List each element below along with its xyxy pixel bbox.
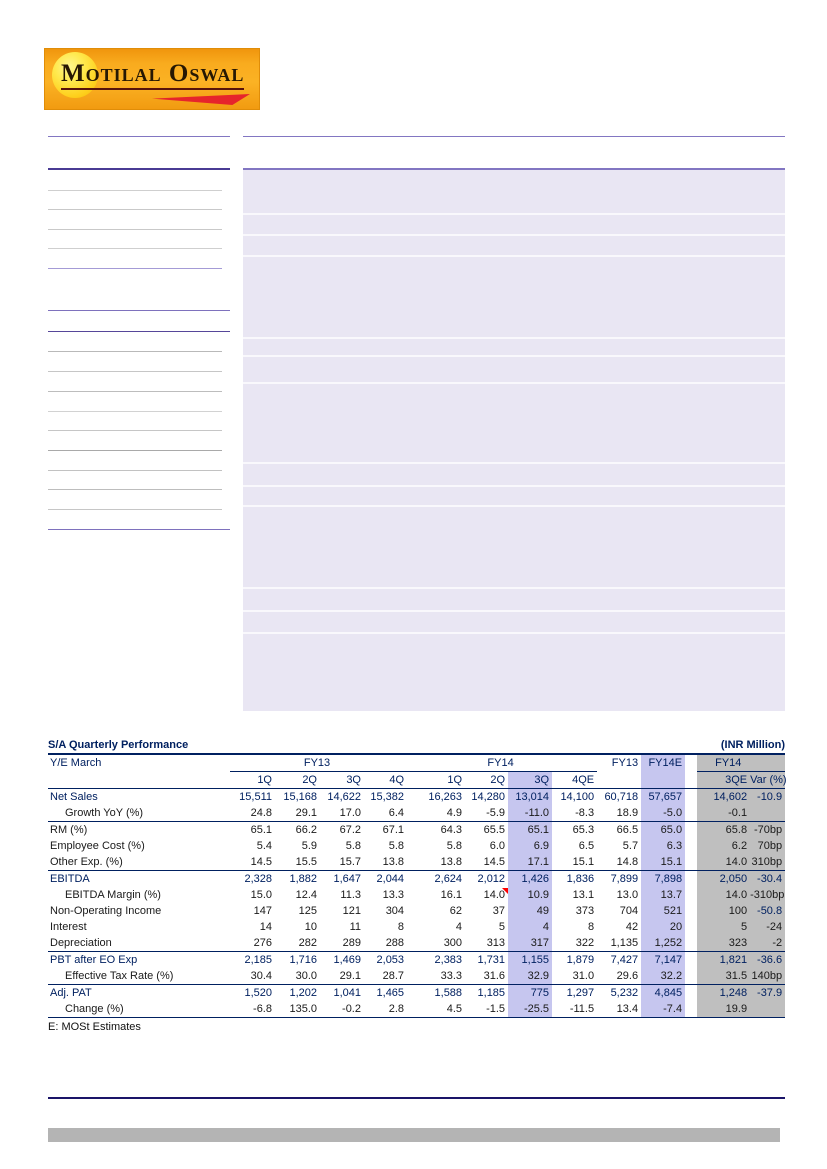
- rule-line: [243, 136, 785, 137]
- table-cell: 1,716: [289, 954, 317, 966]
- table-cell: 66.5: [616, 824, 639, 836]
- table-cell: 14.5: [230, 854, 275, 871]
- table-cell: 14.5: [465, 854, 508, 871]
- subheader: 3Q: [320, 772, 364, 789]
- table-cell: 5.7: [622, 840, 639, 852]
- spacer: [685, 952, 697, 969]
- table-cell: 24.8: [230, 805, 275, 822]
- rule-line: [48, 391, 222, 392]
- row-label: EBITDA: [50, 873, 90, 885]
- table-cell: 15,511: [239, 791, 272, 803]
- table-row: [48, 789, 785, 806]
- table-cell: 2.8: [364, 1001, 407, 1018]
- table-cell: 66.2: [295, 824, 317, 836]
- table-cell: 1,426: [508, 871, 552, 888]
- row-label: RM (%): [50, 824, 88, 836]
- table-cell: 1,248: [697, 985, 750, 1002]
- table-cell: 8: [397, 921, 405, 933]
- table-cell: 31.0: [552, 968, 597, 985]
- table-cell: 30.4: [230, 968, 275, 985]
- row-label: Non-Operating Income: [50, 905, 162, 917]
- rule-line: [48, 136, 230, 137]
- table-cell: 2,624: [434, 873, 463, 885]
- table-cell: -36.6: [750, 952, 785, 969]
- table-cell: 2,050: [697, 871, 750, 888]
- table-cell: 6.5: [578, 840, 595, 852]
- subheader-row: [48, 772, 785, 789]
- table-cell: 125: [298, 905, 317, 917]
- table-cell: 317: [508, 935, 552, 952]
- table-cell: 67.2: [339, 824, 361, 836]
- table-row: [48, 854, 785, 871]
- table-cell: 147: [253, 905, 272, 917]
- table-cell: 323: [697, 935, 750, 952]
- table-cell: 1,647: [333, 873, 361, 885]
- table-cell: 65.1: [250, 824, 272, 836]
- table-row: [48, 871, 785, 888]
- table-cell: 373: [575, 905, 595, 917]
- table-cell: -11.5: [552, 1001, 597, 1018]
- table-title: S/A Quarterly Performance: [48, 739, 189, 751]
- table-cell: 7,147: [641, 952, 685, 969]
- table-cell: 4,845: [641, 985, 685, 1002]
- table-cell: -2: [750, 935, 785, 952]
- group-fy13: FY13: [230, 755, 407, 772]
- rule-line: [48, 430, 222, 431]
- table-cell: 14.0: [697, 887, 750, 903]
- table-cell: 14,280: [471, 791, 506, 803]
- rule-line: [48, 331, 230, 332]
- table-cell: 1,588: [434, 987, 463, 999]
- table-cell: 57,657: [641, 789, 685, 806]
- table-cell: 1,731: [477, 954, 506, 966]
- table-cell: -6.8: [230, 1001, 275, 1018]
- table-cell: 17.1: [508, 854, 552, 871]
- table-cell: 2,328: [244, 873, 272, 885]
- spacer: [685, 755, 697, 772]
- table-cell: 29.1: [320, 968, 364, 985]
- table-cell: 65.5: [483, 824, 506, 836]
- table-cell: -50.8: [750, 903, 785, 919]
- table-cell: -5.0: [641, 805, 685, 822]
- rule-line: [48, 529, 230, 530]
- table-cell: 14: [259, 921, 272, 933]
- table-row: [48, 805, 785, 822]
- rule-line: [48, 470, 222, 471]
- table-cell: 1,202: [289, 987, 317, 999]
- table-cell: -5.9: [465, 805, 508, 822]
- row-label: Other Exp. (%): [48, 854, 230, 871]
- spacer: [685, 805, 697, 822]
- table-cell: 15.7: [320, 854, 364, 871]
- table-cell: 20: [641, 919, 685, 935]
- table-cell: 7,898: [641, 871, 685, 888]
- rule-line: [48, 450, 222, 451]
- axis-label: Y/E March: [50, 757, 102, 770]
- table-cell: 5.8: [446, 840, 463, 852]
- table-cell: 322: [552, 935, 597, 952]
- footer-rule-line: [48, 1097, 785, 1099]
- table-cell: 5: [697, 919, 750, 935]
- table-cell: 288: [364, 935, 407, 952]
- table-cell: 65.1: [508, 822, 552, 839]
- table-cell: -25.5: [508, 1001, 552, 1018]
- table-cell: 4.5: [407, 1001, 465, 1018]
- table-cell: 29.1: [275, 805, 320, 822]
- table-cell: 13.1: [572, 889, 595, 901]
- table-cell: 121: [342, 905, 361, 917]
- table-cell: 14,622: [327, 791, 361, 803]
- table-cell: 60,718: [604, 791, 639, 803]
- table-cell: 64.3: [440, 824, 463, 836]
- subheader: Var (%): [750, 772, 785, 789]
- table-cell: 5.4: [256, 840, 272, 852]
- table-cell: 2,053: [376, 954, 405, 966]
- table-cell: 17.0: [320, 805, 364, 822]
- table-cell: 33.3: [407, 968, 465, 985]
- table-cell: 15.5: [275, 854, 320, 871]
- table-cell: -1.5: [465, 1001, 508, 1018]
- spacer: [685, 1001, 697, 1018]
- table-cell: 62: [449, 905, 463, 917]
- row-label: Interest: [50, 921, 87, 933]
- spacer: [685, 871, 697, 888]
- table-cell: 13.8: [407, 854, 465, 871]
- spacer: [685, 854, 697, 871]
- table-row: [48, 822, 785, 839]
- table-cell: 6.9: [508, 838, 552, 854]
- table-cell: 304: [385, 905, 405, 917]
- table-cell: -0.1: [697, 805, 750, 822]
- table-cell: 32.2: [641, 968, 685, 985]
- table-cell: -10.9: [750, 789, 785, 806]
- table-cell: 4.9: [407, 805, 465, 822]
- rule-line: [48, 371, 222, 372]
- table-cell: 11: [349, 921, 361, 933]
- subheader: 4Q: [364, 772, 407, 789]
- table-cell: 6.2: [697, 838, 750, 854]
- table-row: [48, 903, 785, 919]
- table-cell: 135.0: [275, 1001, 320, 1018]
- table-cell: 1,520: [244, 987, 272, 999]
- table-cell: 14,100: [560, 791, 595, 803]
- row-label: Adj. PAT: [50, 987, 92, 999]
- table-row: [48, 919, 785, 935]
- table-cell: 1,252: [641, 935, 685, 952]
- spacer: [685, 789, 697, 806]
- col-fy13-annual: FY13: [611, 757, 639, 770]
- group-fy14: FY14: [407, 755, 597, 772]
- rule-line: [48, 310, 230, 311]
- table-cell: 15.0: [250, 889, 272, 901]
- table-cell: 1,135: [597, 935, 641, 952]
- table-cell: 5.9: [301, 840, 317, 852]
- subheader: [641, 772, 685, 789]
- rule-line: [48, 229, 222, 230]
- table-row: [48, 952, 785, 969]
- table-cell: 11.3: [340, 889, 361, 901]
- row-label: Growth YoY (%): [48, 805, 230, 822]
- table-cell: 14,602: [697, 789, 750, 806]
- table-cell: 2,012: [477, 873, 506, 885]
- table-row: [48, 1001, 785, 1018]
- table-row: [48, 968, 785, 985]
- motilal-oswal-logo: [44, 48, 260, 110]
- table-row: [48, 838, 785, 854]
- table-cell: 42: [625, 921, 639, 933]
- table-cell: 289: [320, 935, 364, 952]
- rule-line: [48, 168, 230, 170]
- table-cell: 5.8: [345, 840, 361, 852]
- table-cell: 1,155: [508, 952, 552, 969]
- table-cell: 1,297: [566, 987, 595, 999]
- table-cell: -30.4: [750, 871, 785, 888]
- redacted-chart-panel: [243, 168, 785, 711]
- subheader: [597, 772, 641, 789]
- table-cell: -0.2: [320, 1001, 364, 1018]
- subheader: 3QE: [697, 772, 750, 789]
- table-cell: 16.1: [440, 889, 463, 901]
- table-cell: 31.5: [697, 968, 750, 985]
- spacer: [685, 822, 697, 839]
- spacer: [685, 985, 697, 1002]
- table-row: [48, 985, 785, 1002]
- rule-line: [48, 268, 222, 269]
- table-cell: 15,382: [370, 791, 405, 803]
- table-cell: 140bp: [750, 968, 785, 985]
- table-cell: 30.0: [275, 968, 320, 985]
- table-cell: 67.1: [382, 824, 405, 836]
- table-cell: 7,899: [610, 873, 639, 885]
- table-cell: -11.0: [508, 805, 552, 822]
- table-cell: 4: [455, 921, 463, 933]
- row-label: PBT after EO Exp: [50, 954, 138, 966]
- row-label: Change (%): [48, 1001, 230, 1018]
- group-fy14-right: FY14: [697, 755, 785, 772]
- table-cell: 521: [641, 903, 685, 919]
- row-label: Depreciation: [48, 935, 230, 952]
- table-cell: 1,185: [477, 987, 506, 999]
- rule-line: [48, 411, 222, 412]
- table-cell: 15,168: [283, 791, 317, 803]
- table-cell: 313: [465, 935, 508, 952]
- table-cell: 15.1: [552, 854, 597, 871]
- table-cell: 282: [275, 935, 320, 952]
- table-cell: [750, 1001, 785, 1018]
- table-cell: 15.1: [641, 854, 685, 871]
- row-label: Effective Tax Rate (%): [48, 968, 230, 985]
- table-cell: 4: [508, 919, 552, 935]
- row-label: Net Sales: [50, 791, 98, 803]
- table-cell: 10.9: [508, 887, 552, 903]
- quarterly-performance-table: [48, 738, 785, 1033]
- table-cell: 32.9: [508, 968, 552, 985]
- table-cell: 6.4: [364, 805, 407, 822]
- rule-line: [48, 190, 222, 191]
- table-cell: 10: [304, 921, 317, 933]
- table-cell: 5.8: [388, 840, 405, 852]
- table-cell: 14.8: [597, 854, 641, 871]
- table-cell: 19.9: [697, 1001, 750, 1018]
- table-cell: 13.3: [382, 889, 405, 901]
- table-cell: 65.3: [572, 824, 595, 836]
- logo-swoosh-icon: [152, 94, 250, 105]
- table-cell: -310bp: [750, 889, 785, 901]
- subheader: 2Q: [465, 772, 508, 789]
- row-label: EBITDA Margin (%): [65, 889, 161, 901]
- table-cell: 65.8: [697, 822, 750, 839]
- rule-line: [48, 489, 222, 490]
- table-cell: 100: [697, 903, 750, 919]
- group-header-row: [48, 755, 785, 772]
- table-cell: 65.0: [641, 822, 685, 839]
- table-cell: 1,465: [376, 987, 405, 999]
- table-cell: 1,469: [333, 954, 361, 966]
- table-cell: -70bp: [750, 822, 785, 839]
- table-cell: 276: [230, 935, 275, 952]
- rule-line: [48, 351, 222, 352]
- rule-line: [48, 209, 222, 210]
- table-cell: 1,836: [566, 873, 595, 885]
- table-cell: 6.3: [641, 838, 685, 854]
- table-cell: 31.6: [465, 968, 508, 985]
- table-cell: 49: [508, 903, 552, 919]
- subheader: 1Q: [230, 772, 275, 789]
- table-unit-label: (INR Million): [720, 739, 785, 751]
- table-footnote: E: MOSt Estimates: [48, 1021, 141, 1033]
- table-cell: -24: [750, 919, 785, 935]
- col-fy14e: FY14E: [641, 755, 685, 772]
- table-cell: -8.3: [552, 805, 597, 822]
- subheader: 4QE: [552, 772, 597, 789]
- table-cell: -37.9: [750, 985, 785, 1002]
- table-cell: 8: [587, 921, 595, 933]
- spacer: [685, 887, 697, 903]
- table-cell: 13.0: [616, 889, 639, 901]
- table-cell: 70bp: [750, 838, 785, 854]
- spacer: [685, 968, 697, 985]
- spacer: [685, 903, 697, 919]
- spacer: [685, 772, 697, 789]
- table-cell: 13,014: [508, 789, 552, 806]
- table-row: [48, 935, 785, 952]
- table-cell: 5: [498, 921, 506, 933]
- table-cell: 1,821: [697, 952, 750, 969]
- table-cell: 13.4: [597, 1001, 641, 1018]
- logo-text: Motilal Oswal: [61, 61, 244, 90]
- table-cell: 14.0: [465, 887, 508, 903]
- table-cell: 37: [492, 905, 506, 917]
- subheader: 2Q: [275, 772, 320, 789]
- subheader: 1Q: [407, 772, 465, 789]
- table-cell: 12.4: [295, 889, 317, 901]
- table-cell: 5,232: [610, 987, 639, 999]
- table-cell: 16,263: [428, 791, 463, 803]
- rule-line: [48, 248, 222, 249]
- table-cell: 28.7: [364, 968, 407, 985]
- footer-gray-bar: [48, 1128, 780, 1142]
- table-cell: 2,383: [434, 954, 463, 966]
- table-cell: 18.9: [597, 805, 641, 822]
- table-cell: 300: [407, 935, 465, 952]
- table-cell: [750, 805, 785, 822]
- table-cell: -7.4: [641, 1001, 685, 1018]
- spacer: [685, 838, 697, 854]
- table-cell: 2,044: [376, 873, 405, 885]
- table-cell: 704: [619, 905, 639, 917]
- table-row: [48, 887, 785, 903]
- table-cell: 6.0: [489, 840, 506, 852]
- table-cell: 1,041: [333, 987, 361, 999]
- table-cell: 2,185: [244, 954, 272, 966]
- table-body: [48, 789, 785, 1018]
- table-cell: 13.7: [641, 887, 685, 903]
- table-cell: 29.6: [597, 968, 641, 985]
- table-cell: 310bp: [750, 854, 785, 871]
- table-cell: 7,427: [610, 954, 639, 966]
- row-label: Employee Cost (%): [50, 840, 145, 852]
- table-cell: 1,882: [289, 873, 317, 885]
- spacer: [685, 919, 697, 935]
- table-cell: 13.8: [364, 854, 407, 871]
- subheader: 3Q: [508, 772, 552, 789]
- spacer: [685, 935, 697, 952]
- rule-line: [48, 509, 222, 510]
- table-cell: 775: [508, 985, 552, 1002]
- table-cell: 1,879: [566, 954, 595, 966]
- table-cell: 14.0: [697, 854, 750, 871]
